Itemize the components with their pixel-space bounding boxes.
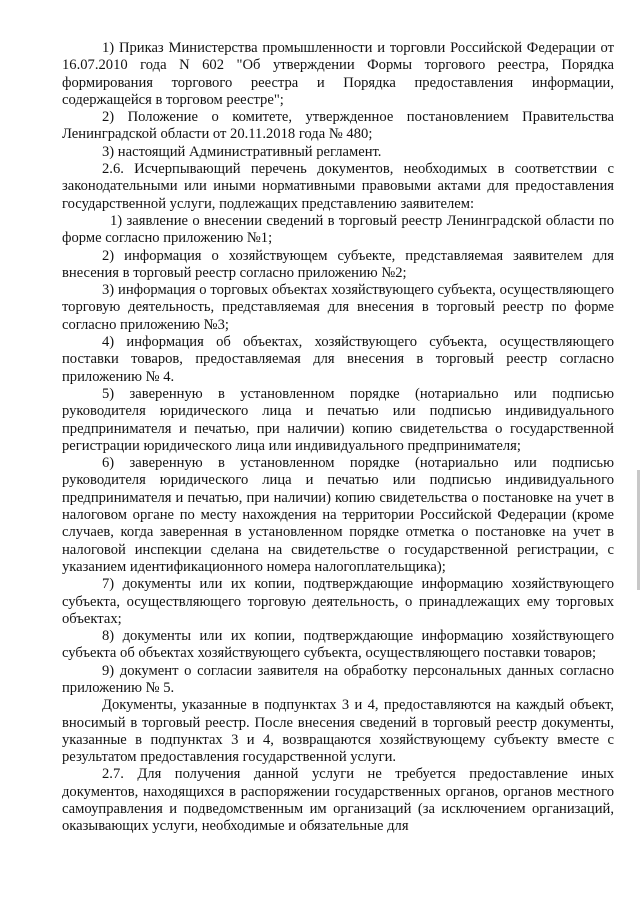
paragraph-committee-regulation: 2) Положение о комитете, утвержденное постановлением Правительства Ленинградской области от 20.11.2018 года № 480; — [62, 109, 614, 143]
list-item-tax-registration: 6) заверенную в установленном порядке (нотариально или подписью руководителя юридического лица и печатью или подписью индивидуального предпринимателя и печатью, при наличии) копию свидетельства о постановке на учет в налоговом органе по месту нахождения на территории Российской Федерации (кроме случаев, когда заверенная в установленном порядке отметка о постановке на учет в налоговой инспекции сделана на свидетельстве о государственной регистрации, с указанием идентификационного номера налогоплательщика); — [62, 455, 614, 575]
list-item-entity-info: 2) информация о хозяйствующем субъекте, представляемая заявителем для внесения в торговый реестр согласно приложению №2; — [62, 247, 614, 281]
list-item-registration-certificate: 5) заверенную в установленном порядке (нотариально или подписью руководителя юридического лица и печатью или подписью индивидуального предпринимателя и печатью, при наличии) копию свидетельства о государственной регистрации юридического лица или индивидуального предпринимателя; — [62, 385, 614, 454]
list-item-personal-data-consent: 9) документ о согласии заявителя на обработку персональных данных согласно приложению № 5. — [62, 662, 614, 696]
paragraph-section-2-7: 2.7. Для получения данной услуги не требуется предоставление иных документов, находящихся в распоряжении государственных органов, органов местного самоуправления и подведомственным им организаций (за исключением организаций, оказывающих услуги, необходимые и обязательные для — [62, 766, 614, 835]
list-item-trade-objects-documents: 7) документы или их копии, подтверждающие информацию хозяйствующего субъекта, осуществляющего торговую деятельность, о принадлежащих ему торговых объектах; — [62, 576, 614, 627]
paragraph-order-602: 1) Приказ Министерства промышленности и торговли Российской Федерации от 16.07.2010 года N 602 "Об утверждении Формы торгового реестра, Порядка формирования торгового реестра и Порядка предоставления информации, содержащейся в торговом реестре"; — [62, 40, 614, 108]
paragraph-section-2-6: 2.6. Исчерпывающий перечень документов, необходимых в соответствии с законодательными или иными нормативными правовыми актами для предоставления государственной услуги, подлежащих представлению заявителем: — [62, 161, 614, 212]
paragraph-admin-regulation: 3) настоящий Административный регламент. — [102, 143, 382, 160]
list-item-supply-objects-documents: 8) документы или их копии, подтверждающие информацию хозяйствующего субъекта об объектах хозяйствующего субъекта, осуществляющего поставки товаров; — [62, 628, 614, 662]
list-item-supply-objects-info: 4) информация об объектах, хозяйствующего субъекта, осуществляющего поставки товаров, предоставляемая для внесения в торговый реестр согласно приложению № 4. — [62, 334, 614, 385]
list-item-application: 1) заявление о внесении сведений в торговый реестр Ленинградской области по форме согласно приложению №1; — [62, 212, 614, 247]
document-body — [62, 40, 614, 836]
list-item-trade-objects-info: 3) информация о торговых объектах хозяйствующего субъекта, осуществляющего торговую деятельность, представляемая для внесения в торговый реестр по форме согласно приложению №3; — [62, 282, 614, 333]
paragraph-documents-return: Документы, указанные в подпунктах 3 и 4, предоставляются на каждый объект, вносимый в торговый реестр. После внесения сведений в торговый реестр документы, указанные в подпунктах 3 и 4, возвращаются хозяйствующему субъекту вместе с результатом предоставления государственной услуги. — [62, 697, 614, 766]
